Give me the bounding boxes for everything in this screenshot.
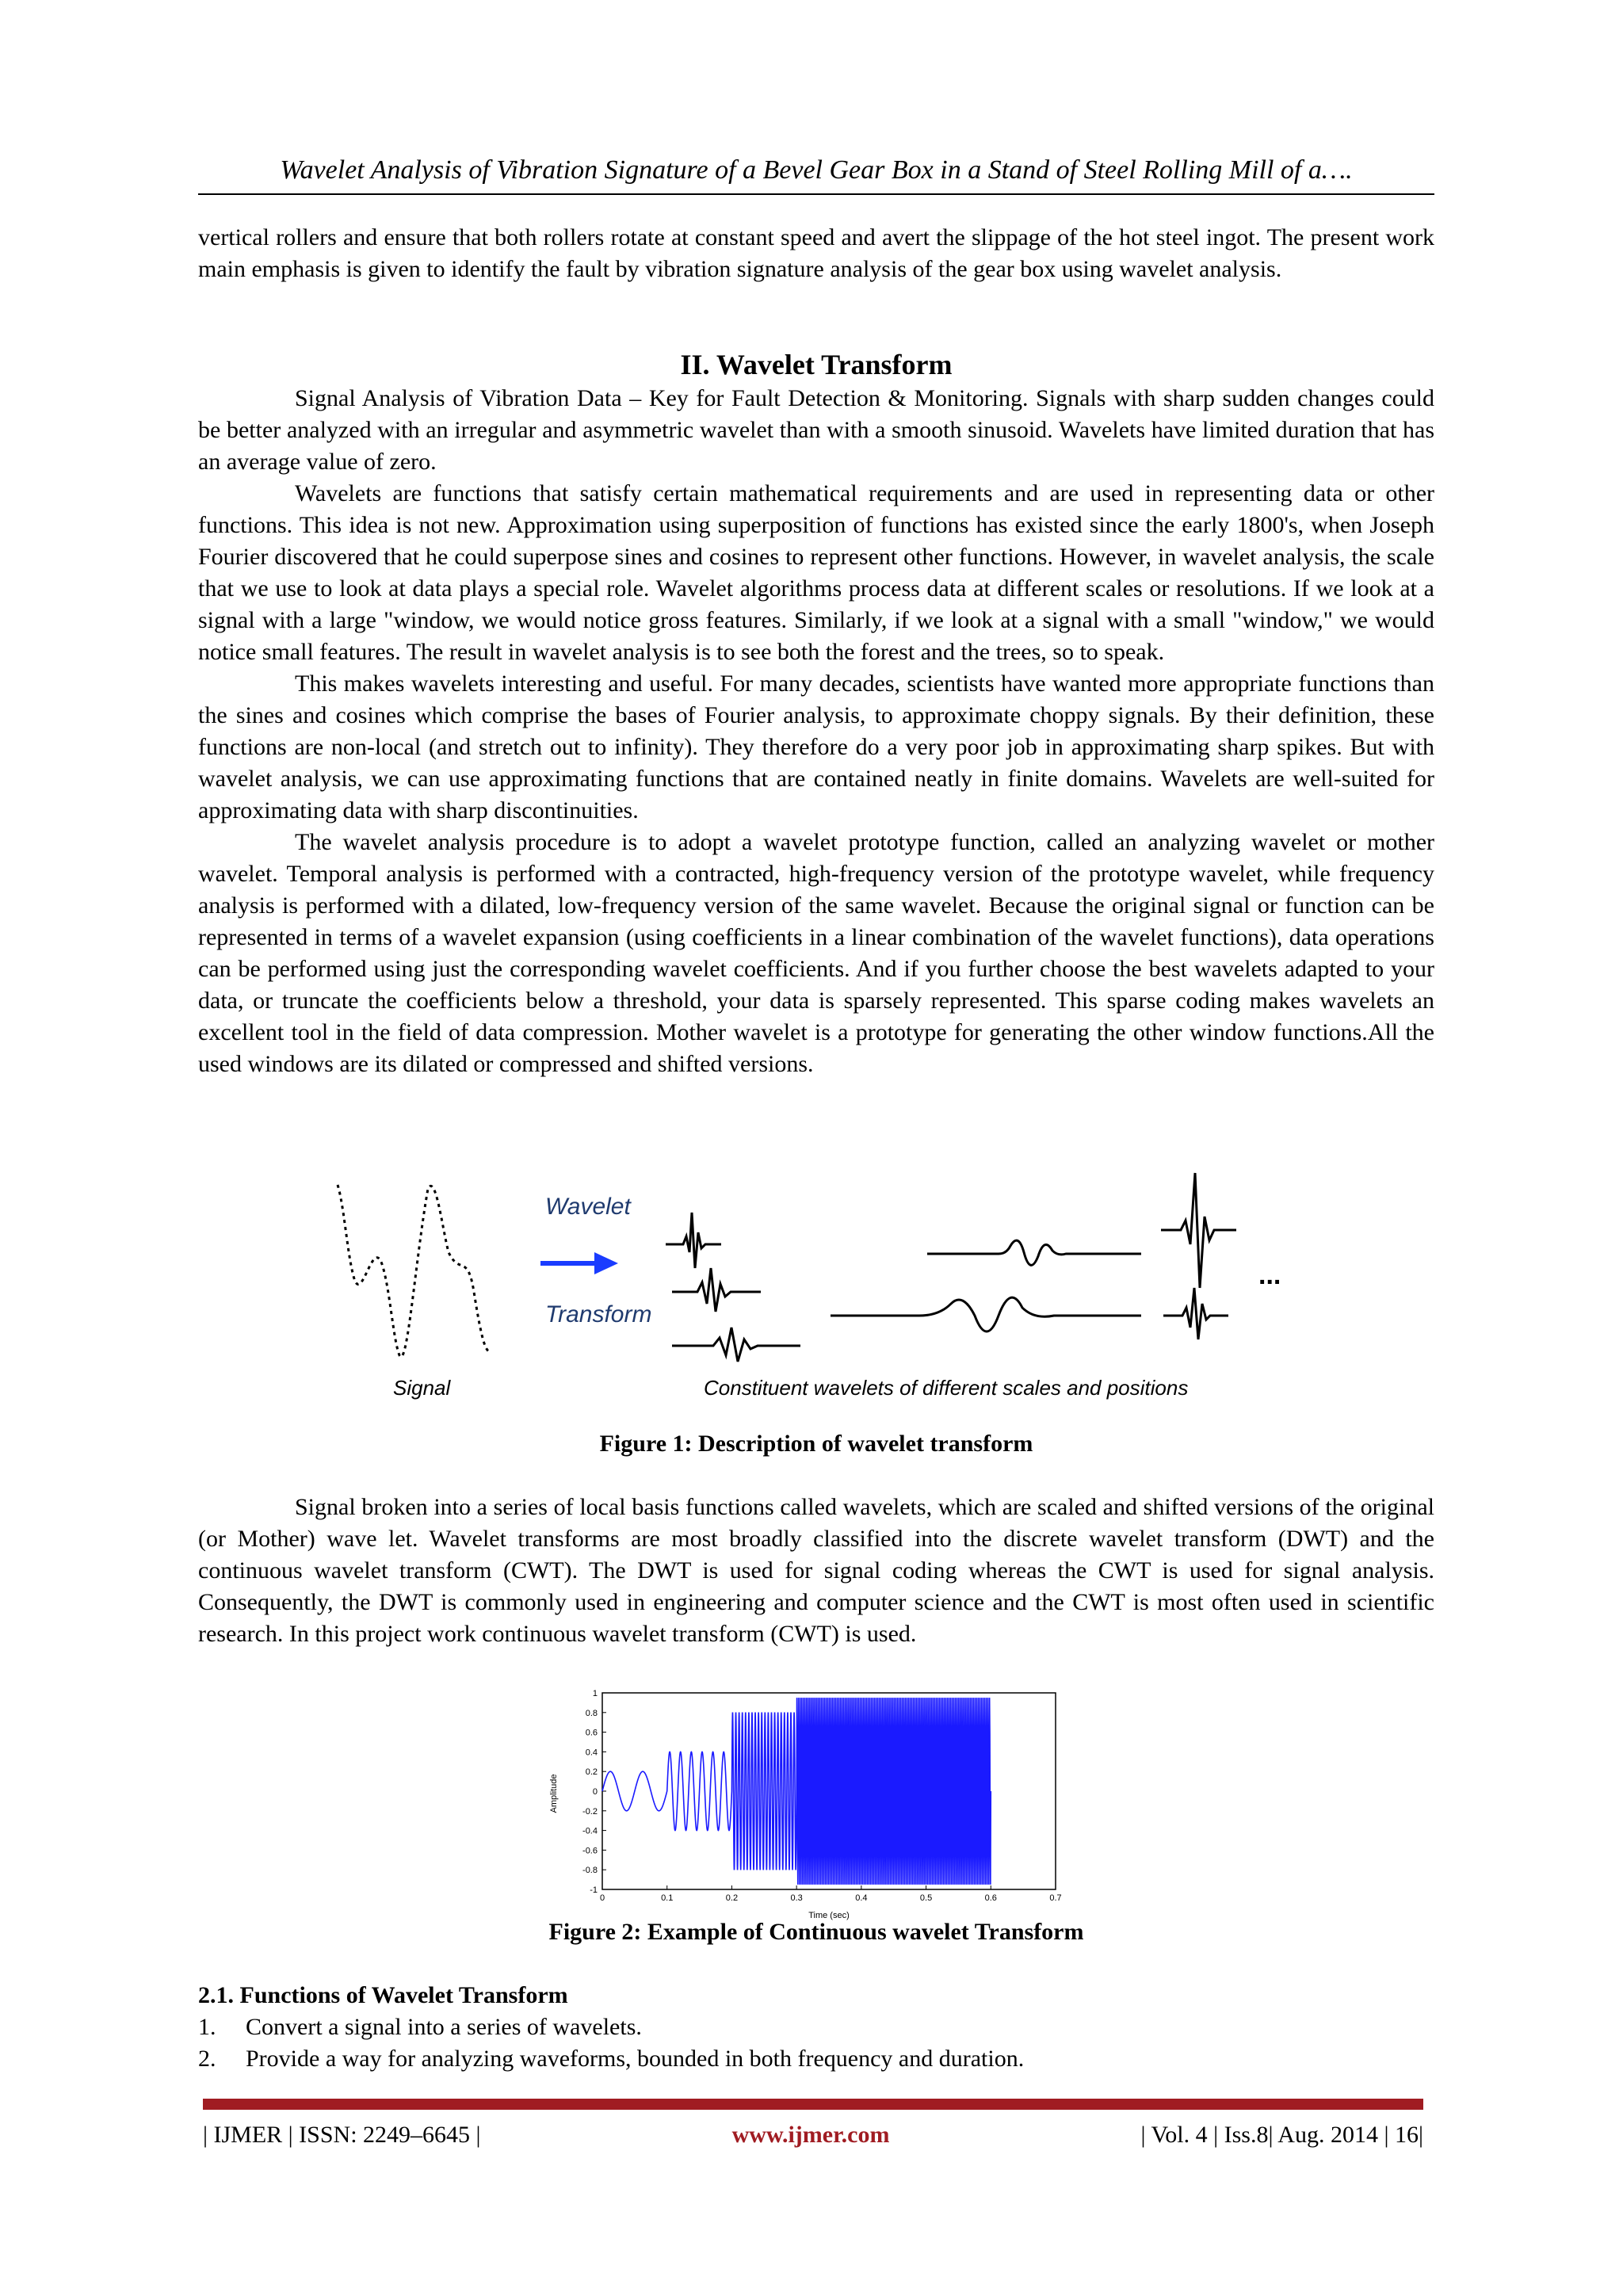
paragraph-4: The wavelet analysis procedure is to adopt a wavelet prototype function, called an analyzing wavelet or mother wavelet. Temporal analysis is performed with a contracted, high-frequency version of the prototype wavelet, while frequency analysis is performed with a dilated, low-frequency version of the same wavelet. Because the original signal or function can be represented in terms of a wavelet expansion (using coefficients in a linear combination of the wavelet functions), data operations can be performed using just the corresponding wavelet coefficients. And if you further choose the best wavelets adapted to your data, or truncate the coefficients below a threshold, your data is sparsely represented. This sparse coding makes wavelets an excellent tool in the field of data compression. Mother wavelet is a prototype for generating the other window functions.All the used windows are its dilated or compressed and shifted versions. — [198, 829, 1434, 1077]
y-tick-label: -0.2 — [582, 1806, 598, 1817]
paragraph-3: This makes wavelets interesting and useful. For many decades, scientists have wanted more appropriate functions than the sines and cosines which comprise the bases of Fourier analysis, to approximate choppy signals. By their definition, these functions are non-local (and stretch out to infinity). They therefore do a very poor job in approximating sharp spikes. But with wavelet analysis, we can use approximating functions that are contained neatly in finite domains. Wavelets are well-suited for approximating data with sharp discontinuities. — [198, 670, 1434, 823]
running-header: Wavelet Analysis of Vibration Signature of a Bevel Gear Box in a Stand of Steel Rolling Mill of a…. — [280, 155, 1353, 185]
x-tick-label: 0.7 — [1049, 1893, 1062, 1903]
constituent-label: Constituent wavelets of different scales and positions — [704, 1376, 1189, 1400]
transform-arrow-head — [594, 1252, 618, 1274]
y-tick-label: 0.8 — [585, 1708, 598, 1718]
section-body — [198, 383, 1434, 1080]
wavelet-label: Wavelet — [545, 1194, 631, 1220]
list-number: 2. — [198, 2046, 216, 2072]
list-number: 1. — [198, 2014, 216, 2040]
post-figure-paragraph — [198, 1492, 1434, 1650]
wavelet-large-1 — [927, 1240, 1141, 1265]
y-tick-label: -1 — [590, 1885, 598, 1895]
ellipsis-mark: ... — [1258, 1260, 1281, 1290]
y-tick-label: 0.4 — [585, 1748, 598, 1758]
x-tick-label: 0.5 — [919, 1893, 933, 1903]
list-text: Convert a signal into a series of wavelets. — [246, 2014, 642, 2040]
list-text: Provide a way for analyzing waveforms, bounded in both frequency and duration. — [246, 2046, 1025, 2072]
x-axis-label: Time (sec) — [808, 1911, 850, 1920]
x-tick-label: 0 — [599, 1893, 605, 1903]
y-tick-label: 0.2 — [585, 1767, 598, 1778]
section-title: II. Wavelet Transform — [680, 349, 953, 380]
footer-website-link[interactable]: www.ijmer.com — [731, 2122, 890, 2148]
paragraph-5: Signal broken into a series of local basis functions called wavelets, which are scaled and shifted versions of the original (or Mother) wave let. Wavelet transforms are most broadly classified into the discrete wavelet transform (DWT) and the continuous wavelet transform (CWT). The DWT is used for signal coding whereas the CWT is used for signal analysis. Consequently, the DWT is commonly used in engineering and computer science and the CWT is most often used in scientific research. In this project work continuous wavelet transform (CWT) is used. — [198, 1494, 1434, 1647]
y-tick-label: 1 — [592, 1689, 598, 1698]
list-item — [198, 2011, 1434, 2043]
x-tick-label: 0.1 — [661, 1893, 674, 1903]
subsection-title: 2.1. Functions of Wavelet Transform — [198, 1982, 568, 2008]
footer — [203, 2119, 1423, 2151]
wavelet-small-3 — [672, 1328, 800, 1362]
y-tick-label: 0.6 — [585, 1728, 598, 1738]
y-tick-label: -0.4 — [582, 1826, 598, 1836]
figure-1 — [317, 1157, 1316, 1411]
y-tick-label: -0.8 — [582, 1866, 598, 1876]
signal-curve — [338, 1185, 491, 1357]
signal-label: Signal — [393, 1376, 451, 1400]
wavelet-right-2 — [1163, 1288, 1228, 1339]
footer-journal-info: | IJMER | ISSN: 2249–6645 | — [203, 2122, 481, 2148]
x-tick-label: 0.3 — [790, 1893, 803, 1903]
wavelet-small-2 — [672, 1268, 761, 1312]
figure-1-diagram — [317, 1157, 1316, 1411]
x-tick-label: 0.4 — [855, 1893, 868, 1903]
x-tick-label: 0.2 — [725, 1893, 739, 1903]
cwt-chart — [539, 1687, 1094, 1924]
y-tick-label: 0 — [592, 1787, 598, 1797]
intro-paragraph — [198, 222, 1434, 285]
x-tick-label: 0.6 — [984, 1893, 997, 1903]
wavelet-small-1 — [666, 1213, 721, 1268]
header-rule — [198, 193, 1434, 195]
subsection-functions — [198, 1980, 1434, 2075]
y-tick-label: -0.6 — [582, 1846, 598, 1856]
footer-volume-info: | Vol. 4 | Iss.8| Aug. 2014 | 16| — [1140, 2122, 1423, 2148]
wavelet-large-2 — [831, 1297, 1141, 1331]
intro-text: vertical rollers and ensure that both rollers rotate at constant speed and avert the slippage of the hot steel ingot. The present work main emphasis is given to identify the fault by vibration signature analysis of the gear box using wavelet analysis. — [198, 224, 1434, 282]
list-item — [198, 2043, 1434, 2075]
wavelet-right-1 — [1161, 1173, 1236, 1288]
figure-2 — [539, 1687, 1094, 1924]
figure-1-caption: Figure 1: Description of wavelet transform — [599, 1431, 1033, 1457]
footer-bar — [203, 2099, 1423, 2110]
transform-label: Transform — [545, 1301, 652, 1328]
paragraph-2: Wavelets are functions that satisfy certain mathematical requirements and are used in representing data or other functions. This idea is not new. Approximation using superposition of functions has existed since the early 1800's, when Joseph Fourier discovered that he could superpose sines and cosines to represent other functions. However, in wavelet analysis, the scale that we use to look at data plays a special role. Wavelet algorithms process data at different scales or resolutions. If we look at a signal with a large "window, we would notice gross features. Similarly, if we look at a signal with a small "window," we would notice small features. The result in wavelet analysis is to see both the forest and the trees, so to speak. — [198, 480, 1434, 665]
paragraph-1: Signal Analysis of Vibration Data – Key for Fault Detection & Monitoring. Signals with sharp sudden changes could be better analyzed with an irregular and asymmetric wavelet than with a smooth sinusoid. Wavelets have limited duration that has an average value of zero. — [198, 385, 1434, 475]
functions-list — [198, 2011, 1434, 2075]
figure-2-caption: Figure 2: Example of Continuous wavelet Transform — [548, 1919, 1084, 1945]
y-axis-label: Amplitude — [549, 1774, 559, 1813]
